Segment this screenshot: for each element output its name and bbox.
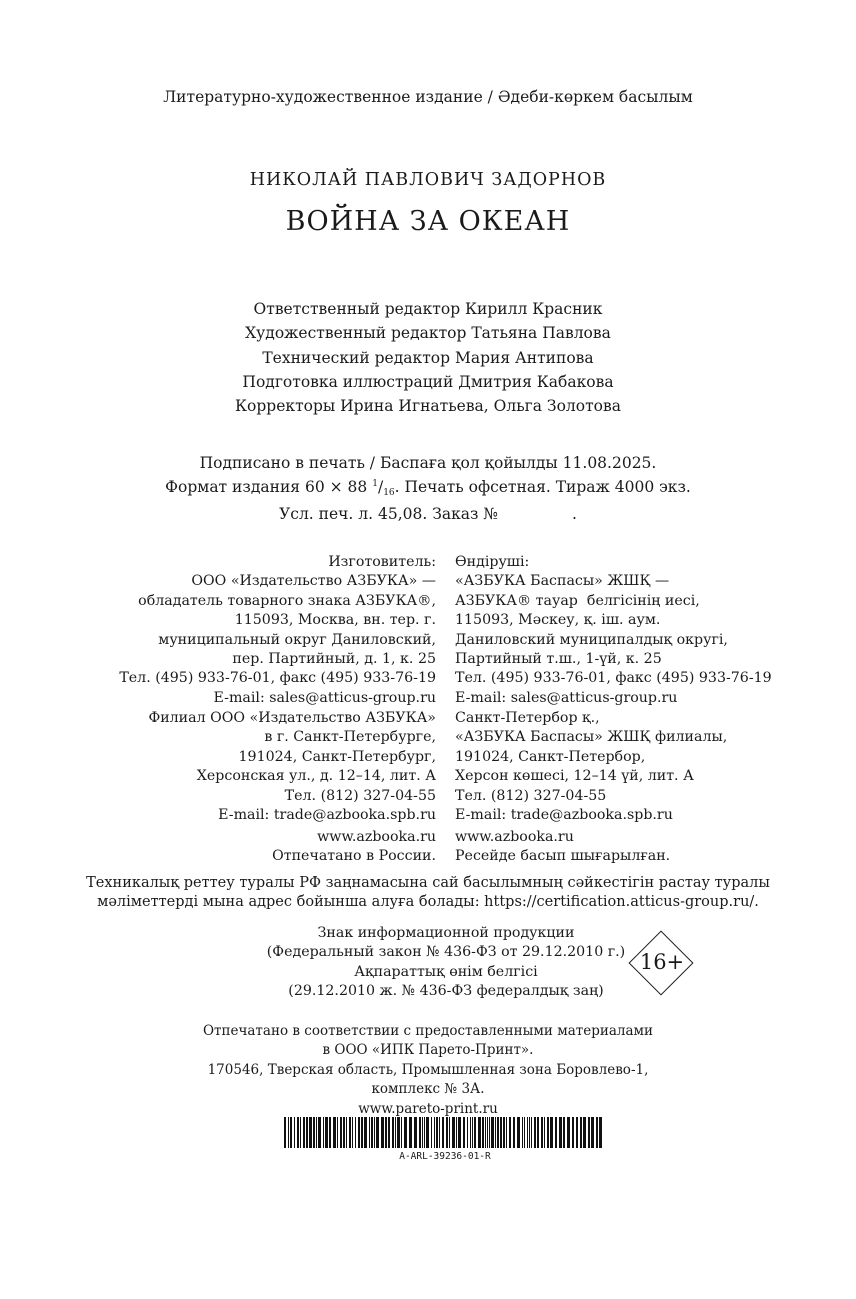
- text-line: муниципальный округ Даниловский,: [158, 631, 436, 648]
- edition-type: Литературно-художественное издание / Әдеби-көркем басылым: [163, 88, 693, 106]
- text-line: мәліметтерді мына адрес бойынша алуға болады: https://certification.atticus-group.ru/.: [97, 894, 759, 911]
- text-line: (Федеральный закон № 436-ФЗ от 29.12.2010 г.): [266, 944, 626, 961]
- text-line: Тел. (495) 933-76-01, факс (495) 933-76-19: [119, 670, 436, 687]
- signed-line: Подписано в печать / Баспаға қол қойылды 11.08.2025.: [199, 454, 657, 472]
- text-line: АЗБУКА® тауар белгісінің иесі,: [455, 592, 700, 609]
- text-line: (29.12.2010 ж. № 436-ФЗ федералдық заң): [288, 983, 604, 1000]
- text-line: E-mail: trade@azbooka.spb.ru: [455, 807, 673, 824]
- text-line: Отпечатано в России.: [272, 848, 436, 865]
- text-line: пер. Партийный, д. 1, к. 25: [232, 651, 436, 668]
- text-line: обладатель товарного знака АЗБУКА®,: [138, 592, 436, 609]
- text-line: Тел. (812) 327-04-55: [455, 787, 607, 804]
- text-line: Өндіруші:: [455, 554, 530, 570]
- text-line: Техникалық реттеу туралы РФ заңнамасына сай басылымның сәйкестігін растау туралы: [86, 875, 770, 891]
- book-title: ВОЙНА ЗА ОКЕАН: [285, 206, 571, 237]
- order-line: Усл. печ. л. 45,08. Заказ № .: [279, 505, 577, 523]
- printer-info: [0, 1022, 856, 1119]
- text-line: Знак информационной продукции: [317, 925, 575, 941]
- print-info: [0, 453, 856, 525]
- barcode-text: A-ARL-39236-01-R: [399, 1151, 491, 1162]
- text-line: 115093, Москва, вн. тер. г.: [234, 612, 436, 629]
- text-line: Херсонская ул., д. 12–14, лит. А: [196, 768, 436, 785]
- text-line: в ООО «ИПК Парето-Принт».: [322, 1042, 534, 1059]
- text-line: Тел. (495) 933-76-01, факс (495) 933-76-19: [455, 670, 772, 687]
- branch-ru: [148, 709, 436, 825]
- text-line: Тел. (812) 327-04-55: [284, 787, 436, 804]
- text-line: Херсон көшесі, 12–14 үй, лит. А: [455, 768, 694, 785]
- age-rating: 16+: [639, 950, 685, 974]
- text-line: «АЗБУКА Баспасы» ЖШҚ филиалы,: [455, 729, 728, 746]
- manufacturer-ru: [119, 553, 436, 708]
- author-name: НИКОЛАЙ ПАВЛОВИЧ ЗАДОРНОВ: [249, 170, 607, 190]
- text-line: Ақпараттық өнім белгісі: [354, 963, 538, 980]
- text-line: Ресейде басып шығарылған.: [455, 848, 671, 865]
- text-line: Филиал ООО «Издательство АЗБУКА»: [148, 710, 436, 726]
- credit-line: Корректоры Ирина Игнатьева, Ольга Золотова: [235, 397, 621, 416]
- web-kz: [455, 828, 670, 867]
- text-line: E-mail: trade@azbooka.spb.ru: [218, 807, 436, 824]
- text-line: 191024, Санкт-Петербург,: [238, 748, 436, 765]
- text-line: E-mail: sales@atticus-group.ru: [213, 689, 436, 706]
- text-line: 191024, Санкт-Петербор,: [455, 748, 646, 765]
- credit-line: Подготовка иллюстраций Дмитрия Кабакова: [242, 372, 614, 391]
- format-line: Формат издания 60 × 88 $^1/_{16}$. Печать офсетная. Тираж 4000 экз.: [165, 478, 691, 498]
- credits: [0, 297, 856, 418]
- text-line: Санкт-Петербор қ.,: [455, 710, 600, 726]
- text-line: Изготовитель:: [328, 554, 436, 570]
- text-line: комплекс № 3А.: [371, 1081, 485, 1098]
- web-ru: [272, 828, 436, 867]
- credit-line: Художественный редактор Татьяна Павлова: [245, 324, 611, 343]
- text-line: Партийный т.ш., 1-үй, к. 25: [455, 651, 662, 668]
- text-line: 170546, Тверская область, Промышленная зона Боровлево-1,: [207, 1061, 649, 1078]
- website-link: www.pareto-print.ru: [358, 1100, 498, 1117]
- credit-line: Технический редактор Мария Антипова: [262, 348, 594, 367]
- website-link: www.azbooka.ru: [455, 829, 574, 845]
- credit-line: Ответственный редактор Кирилл Красник: [253, 300, 603, 318]
- info-product-sign: [196, 924, 696, 1002]
- branch-kz: [455, 709, 727, 825]
- text-line: 115093, Мәскеу, қ. іш. аум.: [455, 612, 661, 629]
- text-line: Даниловский муниципалдық округі,: [455, 631, 728, 648]
- manufacturer-kz: [455, 553, 772, 708]
- website-link: www.azbooka.ru: [317, 829, 436, 845]
- barcode: [282, 1117, 608, 1148]
- text-line: ООО «Издательство АЗБУКА» —: [191, 573, 436, 590]
- certification-note: [0, 874, 856, 913]
- text-line: Отпечатано в соответствии с предоставленными материалами: [202, 1023, 654, 1039]
- text-line: «АЗБУКА Баспасы» ЖШҚ —: [455, 573, 670, 590]
- text-line: в г. Санкт-Петербурге,: [264, 729, 436, 746]
- text-line: E-mail: sales@atticus-group.ru: [455, 689, 678, 706]
